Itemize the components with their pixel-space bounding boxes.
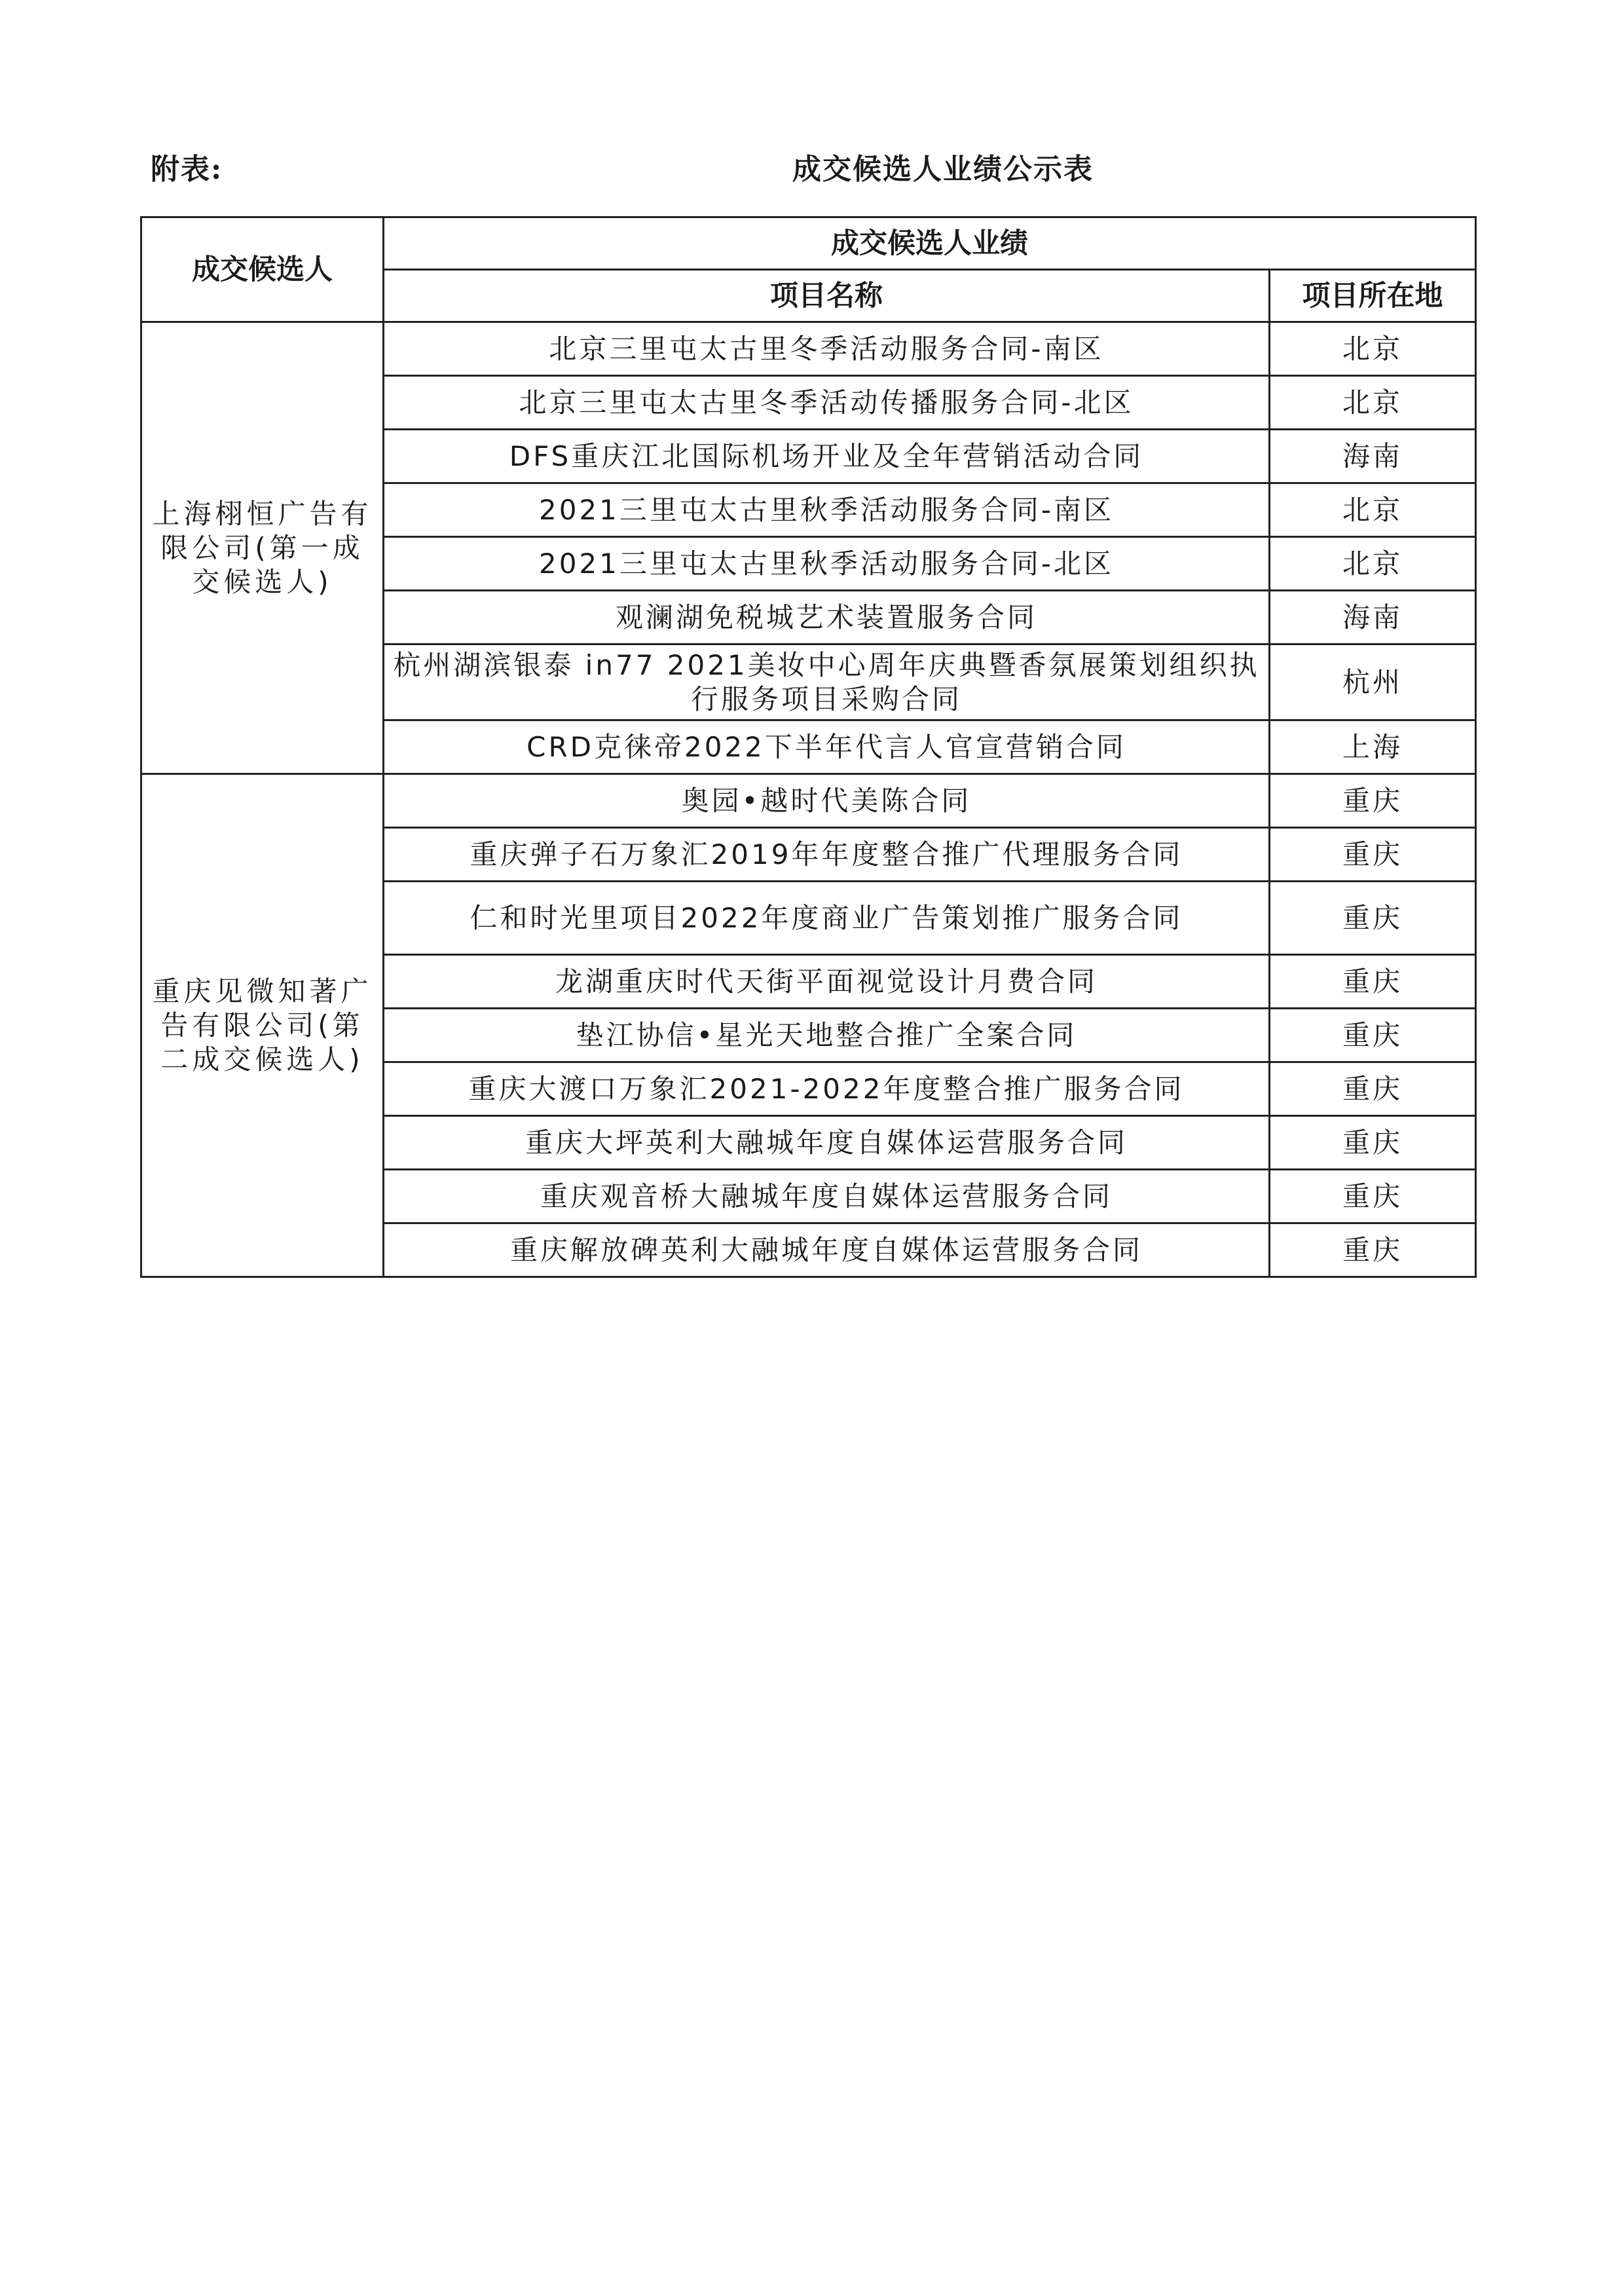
project-location: 北京 <box>1270 376 1476 430</box>
project-location: 北京 <box>1270 537 1476 591</box>
header-candidate: 成交候选人 <box>141 217 384 322</box>
project-location: 重庆 <box>1270 1223 1476 1277</box>
project-name: 北京三里屯太古里冬季活动服务合同-南区 <box>384 322 1270 376</box>
project-name: 观澜湖免税城艺术装置服务合同 <box>384 591 1270 644</box>
table-header-row <box>141 217 1476 270</box>
candidate-2-name: 重庆见微知著广告有限公司(第二成交候选人) <box>141 774 384 1277</box>
page-title: 成交候选人业绩公示表 <box>792 153 1094 186</box>
table-row <box>141 774 1476 828</box>
project-name: DFS重庆江北国际机场开业及全年营销活动合同 <box>384 430 1270 483</box>
project-name: 2021三里屯太古里秋季活动服务合同-北区 <box>384 537 1270 591</box>
project-location: 重庆 <box>1270 828 1476 882</box>
project-location: 重庆 <box>1270 955 1476 1009</box>
project-name: 仁和时光里项目2022年度商业广告策划推广服务合同 <box>384 882 1270 955</box>
project-name: 垫江协信•星光天地整合推广全案合同 <box>384 1009 1270 1062</box>
project-location: 重庆 <box>1270 774 1476 828</box>
project-name: 2021三里屯太古里秋季活动服务合同-南区 <box>384 483 1270 537</box>
header-project-name: 项目名称 <box>384 270 1270 322</box>
page-header <box>151 145 1480 198</box>
project-name: 重庆弹子石万象汇2019年年度整合推广代理服务合同 <box>384 828 1270 882</box>
project-location: 重庆 <box>1270 882 1476 955</box>
header-location: 项目所在地 <box>1270 270 1476 322</box>
attachment-label: 附表: <box>151 153 223 186</box>
project-name: 龙湖重庆时代天街平面视觉设计月费合同 <box>384 955 1270 1009</box>
project-location: 杭州 <box>1270 644 1476 720</box>
project-location: 重庆 <box>1270 1009 1476 1062</box>
project-name: 重庆解放碑英利大融城年度自媒体运营服务合同 <box>384 1223 1270 1277</box>
project-location: 北京 <box>1270 483 1476 537</box>
project-location: 海南 <box>1270 591 1476 644</box>
table-row <box>141 322 1476 376</box>
project-location: 重庆 <box>1270 1170 1476 1223</box>
project-name: 杭州湖滨银泰 in77 2021美妆中心周年庆典暨香氛展策划组织执行服务项目采购合同 <box>384 644 1270 720</box>
project-location: 上海 <box>1270 720 1476 774</box>
project-name: 北京三里屯太古里冬季活动传播服务合同-北区 <box>384 376 1270 430</box>
project-location: 重庆 <box>1270 1116 1476 1170</box>
project-name: CRD克徕帝2022下半年代言人官宣营销合同 <box>384 720 1270 774</box>
project-location: 海南 <box>1270 430 1476 483</box>
project-name: 重庆大坪英利大融城年度自媒体运营服务合同 <box>384 1116 1270 1170</box>
performance-table <box>140 216 1477 1278</box>
project-name: 奥园•越时代美陈合同 <box>384 774 1270 828</box>
project-name: 重庆大渡口万象汇2021-2022年度整合推广服务合同 <box>384 1062 1270 1116</box>
candidate-1-name: 上海栩恒广告有限公司(第一成交候选人) <box>141 322 384 774</box>
project-location: 北京 <box>1270 322 1476 376</box>
project-name: 重庆观音桥大融城年度自媒体运营服务合同 <box>384 1170 1270 1223</box>
project-location: 重庆 <box>1270 1062 1476 1116</box>
header-performance: 成交候选人业绩 <box>384 217 1476 270</box>
